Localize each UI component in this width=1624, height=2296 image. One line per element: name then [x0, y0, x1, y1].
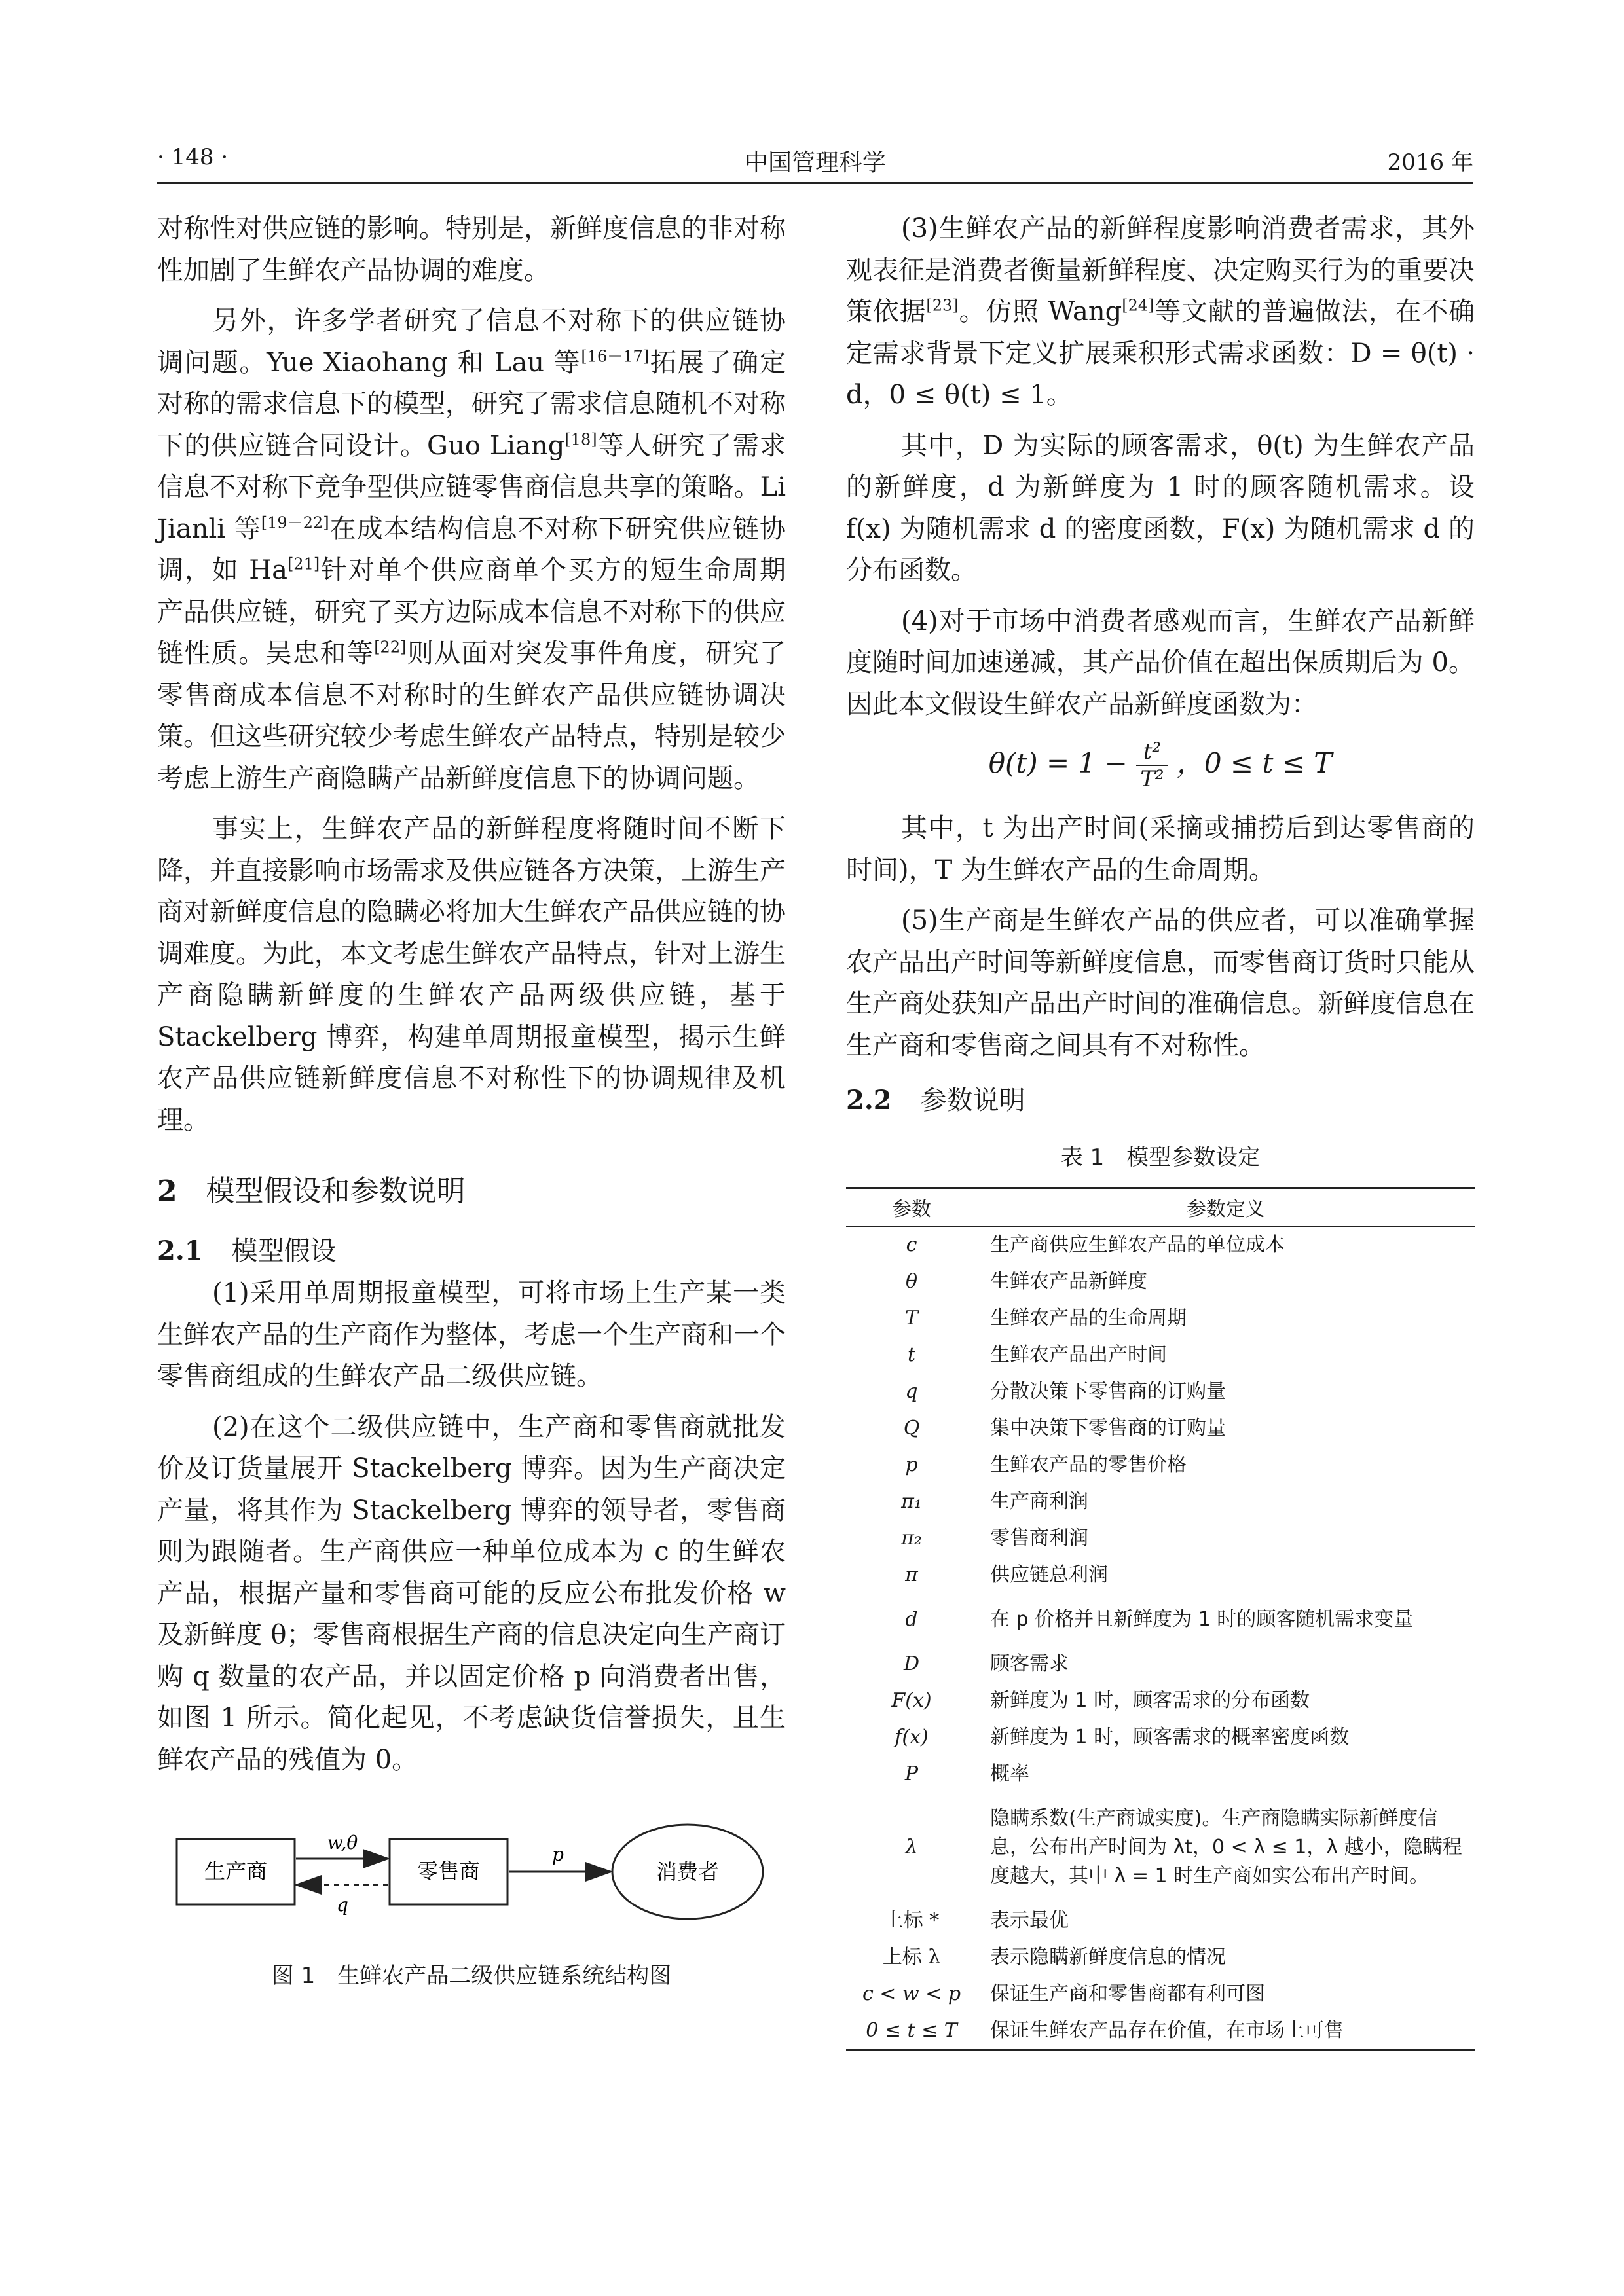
parameter-symbol: F(x) [891, 1689, 932, 1712]
p-label: p [552, 1844, 564, 1865]
supply-chain-diagram [157, 1803, 786, 1934]
parameter-definition: 在 p 价格并且新鲜度为 1 时的顾客随机需求变量 [990, 1608, 1414, 1631]
table-row [846, 1300, 1475, 1337]
table-row [846, 1646, 1475, 1683]
table-row [846, 1520, 1475, 1557]
table-row [846, 1337, 1475, 1374]
table-row [846, 1484, 1475, 1520]
parameter-symbol: Q [903, 1417, 920, 1440]
table-row [846, 1594, 1475, 1646]
table-row [846, 1756, 1475, 1793]
parameter-definition: 新鲜度为 1 时，顾客需求的概率密度函数 [990, 1726, 1350, 1749]
figure-1 [157, 1803, 786, 1934]
fraction: $\frac{\text{t²}}{\text{T²}}$ [1136, 738, 1168, 792]
parameter-definition: 表示最优 [990, 1909, 1069, 1932]
table-row [846, 1557, 1475, 1594]
table-header-definition: 参数定义 [977, 1188, 1475, 1227]
table-row [846, 1447, 1475, 1484]
parameter-symbol: c [906, 1233, 917, 1256]
left-column [157, 208, 786, 1990]
journal-name: 中国管理科学 [744, 149, 886, 176]
parameter-definition: 供应链总利润 [990, 1563, 1108, 1586]
paragraph: 对称性对供应链的影响。特别是，新鲜度信息的非对称性加剧了生鲜农产品协调的难度。 [157, 213, 786, 285]
table-row [846, 1264, 1475, 1300]
parameter-definition: 生产商利润 [990, 1490, 1088, 1513]
parameter-symbol: θ [905, 1270, 918, 1293]
parameter-definition: 保证生产商和零售商都有利可图 [990, 1982, 1265, 2005]
parameter-definition: 保证生鲜农产品存在价值，在市场上可售 [977, 2013, 1475, 2050]
section-heading: 2 模型假设和参数说明 [157, 1175, 466, 1208]
parameter-definition: 生鲜农产品的生命周期 [990, 1307, 1187, 1330]
parameter-definition: 概率 [990, 1762, 1029, 1785]
table-row [846, 1976, 1475, 2013]
table-row [846, 1903, 1475, 1939]
table-row [846, 1939, 1475, 1976]
table-row [846, 1683, 1475, 1719]
parameter-symbol: p [905, 1453, 918, 1476]
parameter-symbol: q [905, 1380, 918, 1403]
subsection-heading: 2.1 模型假设 [157, 1235, 337, 1266]
paragraph: (5)生产商是生鲜农产品的供应者，可以准确掌握农产品出产时间等新鲜度信息，而零售商订货时只能从生产商处获知产品出产时间的准确信息。新鲜度信息在生产商和零售商之间具有不对称性。 [846, 905, 1475, 1061]
parameter-symbol: 上标 λ [882, 1946, 941, 1969]
parameter-symbol: π₂ [901, 1527, 922, 1550]
parameter-symbol: D [903, 1652, 920, 1675]
paragraph: 另外，许多学者研究了信息不对称下的供应链协调问题。Yue Xiaohang 和 Lau 等[16－17]拓展了确定对称的需求信息下的模型，研究了需求信息随机不对称下的供应链合同设计。Guo Liang[18]等人研究了需求信息不对称下竞争型供应链零售商信息共享的策略。Li Jianli 等[19－22]在成本结构信息不对称下研究供应链协调，如 Ha[21]针对单个供应商单个买方的短生命周期产品供应链，研究了买方边际成本信息不对称下的供应链性质。吴忠和等[22]则从面对突发事件角度，研究了零售商成本信息不对称时的生鲜农产品供应链协调决策。但这些研究较少考虑生鲜农产品特点，特别是较少考虑上游生产商隐瞒产品新鲜度信息下的协调问题。 [157, 306, 786, 793]
parameter-definition: 集中决策下零售商的订购量 [990, 1417, 1226, 1440]
table-caption: 表 1 模型参数设定 [1060, 1144, 1261, 1171]
parameter-symbol: π [905, 1563, 918, 1586]
retailer-label: 零售商 [416, 1859, 481, 1884]
page-number: · 148 · [157, 144, 229, 170]
q-label: q [337, 1894, 348, 1916]
parameter-symbol: 0 ≤ t ≤ T [846, 2013, 977, 2050]
parameter-symbol: t [907, 1343, 916, 1366]
consumer-label: 消费者 [655, 1859, 720, 1884]
table-row [846, 1410, 1475, 1447]
parameter-symbol: P [904, 1762, 919, 1785]
header-rule [157, 182, 1473, 184]
citation: [21] [287, 555, 320, 574]
parameter-definition: 生鲜农产品新鲜度 [990, 1270, 1147, 1293]
paragraph: 其中，t 为出产时间(采摘或捕捞后到达零售商的时间)，T 为生鲜农产品的生命周期。 [846, 813, 1475, 885]
parameter-definition: 分散决策下零售商的订购量 [990, 1380, 1226, 1403]
parameter-symbol: λ [905, 1836, 918, 1859]
parameter-definition: 零售商利润 [990, 1527, 1088, 1550]
parameter-definition: 生鲜农产品出产时间 [990, 1343, 1167, 1366]
parameter-symbol: π₁ [901, 1490, 922, 1513]
paragraph: (3)生鲜农产品的新鲜程度影响消费者需求，其外观表征是消费者衡量新鲜程度、决定购买行为的重要决策依据[23]。仿照 Wang[24]等文献的普遍做法，在不确定需求背景下定义扩展乘积形式需求函数：D = θ(t) · d，0 ≤ θ(t) ≤ 1。 [846, 213, 1475, 410]
citation: [16－17] [581, 347, 650, 366]
parameter-definition: 隐瞒系数(生产商诚实度)。生产商隐瞒实际新鲜度信息，公布出产时间为 λt，0 < λ ≤ 1，λ 越小，隐瞒程度越大，其中 λ = 1 时生产商如实公布出产时间。 [990, 1807, 1462, 1887]
paragraph: (2)在这个二级供应链中，生产商和零售商就批发价及订货量展开 Stackelberg 博弈。因为生产商决定产量，将其作为 Stackelberg 博弈的领导者，零售商则为跟随者。生产商供应一种单位成本为 c 的生鲜农产品，根据产量和零售商可能的反应公布批发价格 w 及新鲜度 θ；零售商根据生产商的信息决定向生产商订购 q 数量的农产品，并以固定价格 p 向消费者出售，如图 1 所示。简化起见，不考虑缺货信誉损失，且生鲜农产品的残值为 0。 [157, 1412, 786, 1775]
parameter-definition: 生鲜农产品的零售价格 [990, 1453, 1187, 1476]
table-row [846, 1374, 1475, 1410]
citation: [19－22] [261, 513, 329, 532]
producer-label: 生产商 [204, 1859, 268, 1884]
parameter-symbol: c < w < p [862, 1982, 961, 2005]
w-theta-label: w,θ [327, 1832, 358, 1853]
table-header-symbol: 参数 [846, 1188, 977, 1227]
page-header [157, 144, 1473, 183]
right-column [846, 208, 1475, 2051]
citation: [23] [926, 296, 959, 315]
citation: [22] [374, 638, 407, 657]
parameter-symbol: d [905, 1608, 918, 1631]
paragraph: (4)对于市场中消费者感观而言，生鲜农产品新鲜度随时间加速递减，其产品价值在超出保质期后为 0。因此本文假设生鲜农产品新鲜度函数为： [846, 606, 1475, 720]
parameter-table [846, 1187, 1475, 2051]
parameter-definition: 表示隐瞒新鲜度信息的情况 [990, 1946, 1226, 1969]
freshness-formula: θ(t) = 1 − $\frac{\text{t²}}{\text{T²}}$ ，0 ≤ t ≤ T [988, 738, 1333, 792]
table-row [846, 1793, 1475, 1903]
citation: [24] [1122, 296, 1154, 315]
parameter-definition: 新鲜度为 1 时，顾客需求的分布函数 [990, 1689, 1310, 1712]
parameter-symbol: 上标 * [883, 1909, 940, 1932]
table-row [846, 1719, 1475, 1756]
figure-caption: 图 1 生鲜农产品二级供应链系统结构图 [271, 1963, 672, 1989]
parameter-symbol: T [904, 1307, 918, 1330]
parameter-definition: 顾客需求 [990, 1652, 1069, 1675]
parameter-definition: 生产商供应生鲜农产品的单位成本 [990, 1233, 1285, 1256]
paragraph: (1)采用单周期报童模型，可将市场上生产某一类生鲜农产品的生产商作为整体，考虑一个生产商和一个零售商组成的生鲜农产品二级供应链。 [157, 1278, 786, 1391]
table-row [846, 2013, 1475, 2050]
paragraph: 事实上，生鲜农产品的新鲜程度将随时间不断下降，并直接影响市场需求及供应链各方决策，上游生产商对新鲜度信息的隐瞒必将加大生鲜农产品供应链的协调难度。为此，本文考虑生鲜农产品特点，针对上游生产商隐瞒新鲜度的生鲜农产品两级供应链，基于 Stackelberg 博弈，构建单周期报童模型，揭示生鲜农产品供应链新鲜度信息不对称性下的协调规律及机理。 [157, 814, 786, 1135]
parameter-symbol: f(x) [895, 1726, 929, 1749]
citation: [18] [564, 430, 597, 449]
table-row [846, 1226, 1475, 1264]
issue-year: 2016 年 [1387, 149, 1473, 175]
paragraph: 其中，D 为实际的顾客需求，θ(t) 为生鲜农产品的新鲜度，d 为新鲜度为 1 时的顾客随机需求。设 f(x) 为随机需求 d 的密度函数，F(x) 为随机需求 d 的分布函数。 [846, 430, 1475, 585]
subsection-heading: 2.2 参数说明 [846, 1085, 1025, 1116]
